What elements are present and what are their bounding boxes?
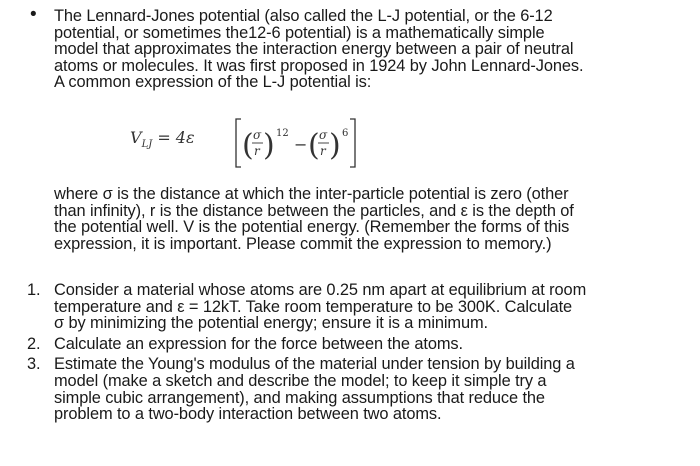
definitions-line: the potential well. V is the potential energy. (Remember the forms of this (54, 218, 570, 237)
intro-line: atoms or molecules. It was first proposed in 1924 by John Lennard-Jones. (54, 56, 584, 75)
question-line: problem to a two-body interaction between two atoms. (54, 405, 442, 424)
question-line: temperature and ε = 12kT. Take room temperature to be 300K. Calculate (54, 297, 573, 316)
bullet-marker: • (30, 4, 37, 25)
formula-equals-4-epsilon: = 4ε (157, 128, 195, 147)
formula-v-symbol: V (130, 128, 142, 147)
definitions-line: than infinity), r is the distance between the particles, and ε is the depth of (54, 201, 574, 220)
formula-subscript: LJ (141, 139, 153, 151)
lennard-jones-formula (130, 110, 390, 170)
question-list (0, 282, 690, 427)
right-paren: ) (329, 128, 341, 163)
minus-sign: − (294, 135, 308, 154)
question-line: Estimate the Young's modulus of the material under tension by building a (54, 355, 575, 374)
right-square-bracket (350, 119, 355, 167)
question-number: 3. (27, 355, 41, 374)
exponent-12: 12 (276, 128, 289, 139)
r-denominator: r (320, 144, 326, 158)
r-denominator: r (254, 144, 260, 158)
question-item (0, 336, 690, 353)
definitions-line: expression, it is important. Please commit the expression to memory.) (54, 234, 552, 253)
question-line: model (make a sketch and describe the model; to keep it simple try a (54, 371, 547, 390)
exponent-6: 6 (342, 128, 349, 139)
intro-line: The Lennard-Jones potential (also called the L-J potential, or the 6-12 (54, 7, 553, 25)
question-line: σ by minimizing the potential energy; ensure it is a minimum. (54, 314, 488, 333)
question-number: 2. (27, 334, 41, 353)
question-number: 1. (27, 281, 41, 299)
definitions-line: where σ is the distance at which the inter-particle potential is zero (other (54, 185, 569, 203)
sigma-numerator: σ (253, 128, 262, 142)
intro-line: potential, or sometimes the12-6 potential) is a mathematically simple (54, 23, 545, 42)
intro-line: model that approximates the interaction energy between a pair of neutral (54, 40, 574, 59)
left-paren: ( (242, 128, 254, 163)
question-item (0, 356, 690, 422)
left-square-bracket (236, 119, 241, 167)
left-paren: ( (308, 128, 320, 163)
question-line: Calculate an expression for the force between the atoms. (54, 334, 463, 353)
question-line: simple cubic arrangement), and making assumptions that reduce the (54, 388, 545, 407)
sigma-numerator: σ (319, 128, 328, 142)
question-item (0, 282, 690, 332)
intro-paragraph (54, 8, 694, 91)
definitions-paragraph (54, 186, 694, 252)
intro-line: A common expression of the L-J potential is: (54, 73, 372, 92)
question-line: Consider a material whose atoms are 0.25 nm apart at equilibrium at room (54, 281, 587, 299)
right-paren: ) (263, 128, 275, 163)
formula-bracket-expression (130, 110, 390, 170)
